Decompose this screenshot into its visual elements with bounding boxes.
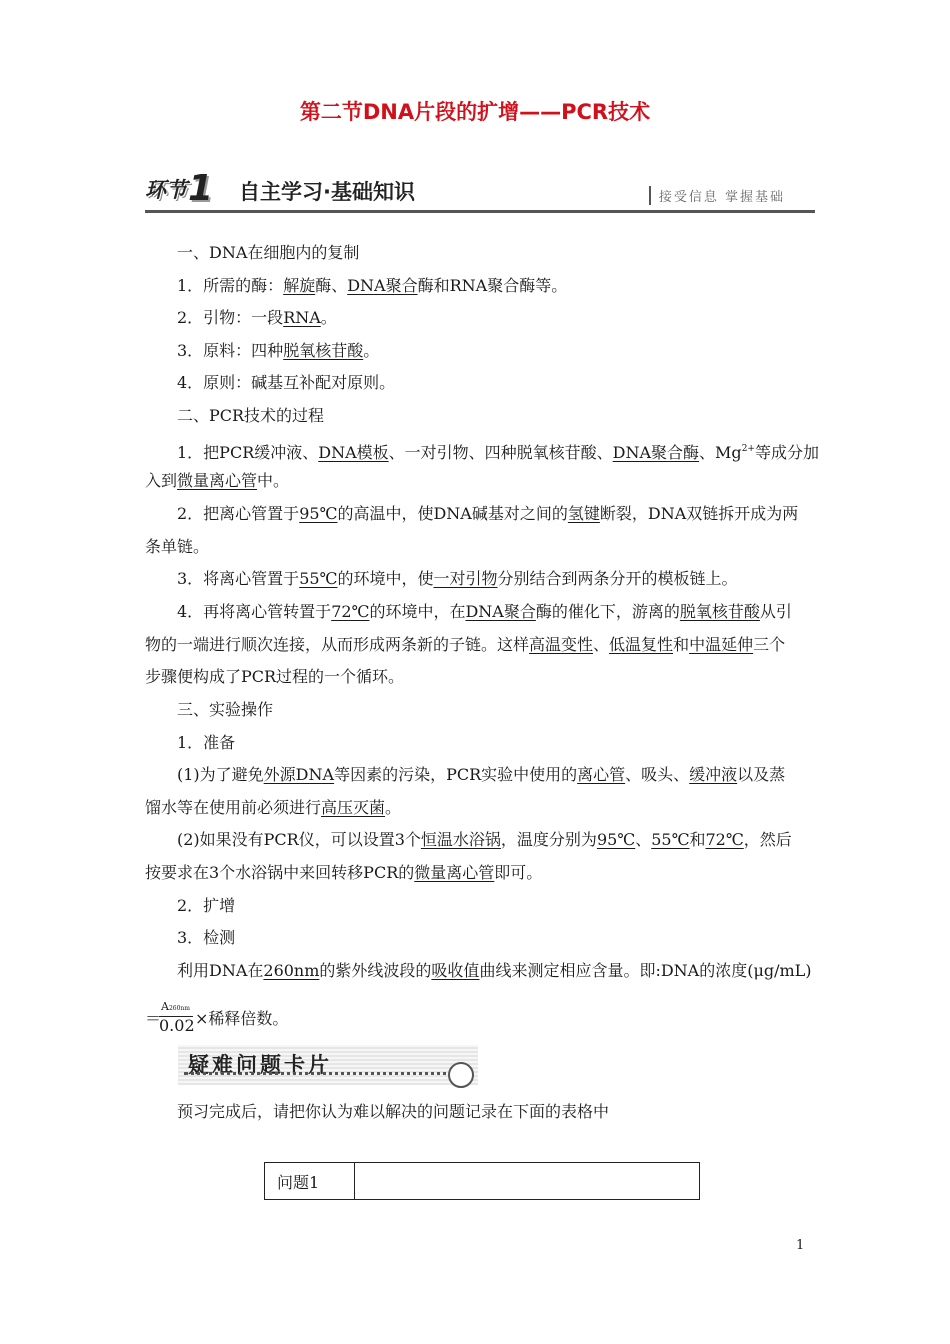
formula-equals: ＝ <box>145 1009 162 1028</box>
heading-pcr-process: 二、PCR技术的过程 <box>177 406 325 425</box>
paragraph-step4-b: 物的一端进行顺次连接，从而形成两条新的子链。这样高温变性、低温复性和中温延伸三个 <box>145 635 786 654</box>
paragraph-detection: 利用DNA在260nm的紫外线波段的吸收值曲线来测定相应含量。即:DNA的浓度(μg/mL) <box>177 961 812 980</box>
paragraph-prep2-b: 按要求在3个水浴锅中来回转移PCR的微量离心管即可。 <box>145 863 543 882</box>
difficulty-card-banner <box>178 1045 478 1087</box>
instruction-text: 预习完成后，请把你认为难以解决的问题记录在下面的表格中 <box>177 1102 610 1121</box>
subheading-preparation: 1．准备 <box>177 733 236 752</box>
paragraph-primer: 2．引物：一段RNA。 <box>177 308 337 327</box>
section-subtitle: 接受信息 掌握基础 <box>649 186 785 205</box>
paragraph-step2-b: 条单链。 <box>145 537 210 556</box>
section-badge-word: 环节 <box>145 178 187 202</box>
paragraph-prep2-a: (2)如果没有PCR仪，可以设置3个恒温水浴锅，温度分别为95℃、55℃和72℃，然后 <box>177 830 792 849</box>
paragraph-step4-a: 4．再将离心管转置于72℃的环境中，在DNA聚合酶的催化下，游离的脱氧核苷酸从引 <box>177 602 792 621</box>
paragraph-step4-c: 步骤便构成了PCR过程的一个循环。 <box>145 667 405 686</box>
section-title: 自主学习·基础知识 <box>239 180 415 204</box>
question-answer-cell[interactable] <box>355 1163 700 1200</box>
paragraph-principle: 4．原则：碱基互补配对原则。 <box>177 373 396 392</box>
paragraph-prep1-a: (1)为了避免外源DNA等因素的污染，PCR实验中使用的离心管、吸头、缓冲液以及蒸 <box>177 765 786 784</box>
formula-denominator: 0.02 <box>159 1016 195 1035</box>
paragraph-step1-a: 1．把PCR缓冲液、DNA模板、一对引物、四种脱氧核苷酸、DNA聚合酶、$Mg^{2+}$等成分加 <box>177 443 819 462</box>
paragraph-prep1-b: 馏水等在使用前必须进行高压灭菌。 <box>145 798 402 817</box>
subheading-amplification: 2．扩增 <box>177 896 236 915</box>
heading-dna-replication: 一、DNA在细胞内的复制 <box>177 243 360 262</box>
paragraph-step3: 3．将离心管置于55℃的环境中，使一对引物分别结合到两条分开的模板链上。 <box>177 569 738 588</box>
paragraph-step1-b: 入到微量离心管中。 <box>145 471 290 490</box>
paragraph-materials: 3．原料：四种脱氧核苷酸。 <box>177 341 380 360</box>
card-dotted-line <box>184 1072 454 1075</box>
section-badge-number: 1 <box>188 168 214 209</box>
formula-numerator: A260nm <box>161 1000 190 1013</box>
section-header <box>145 168 815 213</box>
subheading-detection: 3．检测 <box>177 928 236 947</box>
circle-icon <box>448 1062 474 1088</box>
paragraph-step2-a: 2．把离心管置于95℃的高温中，使DNA碱基对之间的氢键断裂，DNA双链拆开成为两 <box>177 504 799 523</box>
question-label: 问题1 <box>265 1163 355 1200</box>
question-table <box>264 1162 700 1200</box>
card-label: 疑难问题卡片 <box>188 1053 332 1077</box>
table-row <box>265 1163 700 1200</box>
section-badge <box>145 168 214 209</box>
formula-rest: ×稀释倍数。 <box>195 1009 289 1028</box>
page-title: 第二节DNA片段的扩增——PCR技术 <box>299 100 651 124</box>
paragraph-enzymes: 1．所需的酶：解旋酶、DNA聚合酶和RNA聚合酶等。 <box>177 276 568 295</box>
page-number: 1 <box>796 1238 805 1253</box>
heading-experiment: 三、实验操作 <box>177 700 274 719</box>
